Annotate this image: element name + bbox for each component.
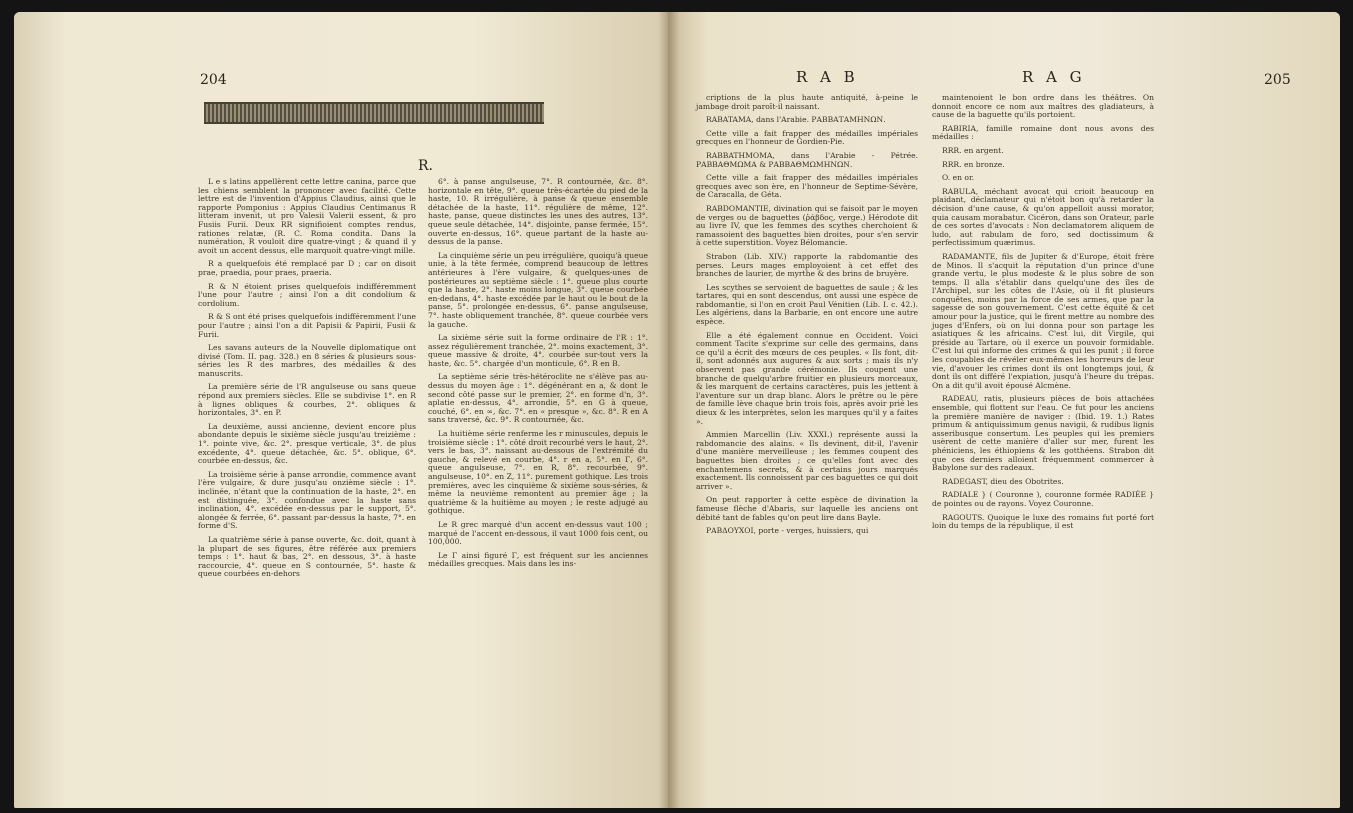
right-page-column-2 <box>932 94 1154 794</box>
paragraph: La troisième série à panse arrondie, commence avant l'ère vulgaire, & dure jusqu'au onzième siècle : 1°. inclinée, n'étant que la continuation de la haste, 2°. en est distinguée, 3°. confondue avec la haste sans inclination, 4°. excédée en-dessus par le support, 5°. alongée & ferrée, 6°. passant par-dessus la haste, 7°. en forme d'S. <box>198 469 416 531</box>
paragraph: R & S ont été prises quelquefois indifféremment l'une pour l'autre ; ainsi l'on a dit Papisii & Papirii, Fusii & Furii. <box>198 312 416 339</box>
paragraph: La sixième série suit la forme ordinaire de l'R : 1°. assez régulièrement tranchée, 2°. moins exactement, 3°. queue massive & droite, 4°. courbée sur-tout vers la haste, &c. 5°. chargée d'un monticule, 6°. R en B. <box>428 333 648 368</box>
paragraph: Cette ville a fait frapper des médailles impériales grecques avec son ère, en l'honneur de Septime-Sévère, de Caracalla, de Géta. <box>696 173 918 200</box>
paragraph: Le R grec marqué d'un accent en-dessus vaut 100 ; marqué de l'accent en-dessous, il vaut 1000 fois cent, ou 100,000. <box>428 519 648 547</box>
paragraph: RADEAU, ratis, plusieurs pièces de bois attachées ensemble, qui flottent sur l'eau. Ce fut pour les anciens la première manière de naviger : (Ibid. 19. 1.) Rates primum & antiquissimum genus navigii, & rudibus lignis asseribusque consertum. Les peuples qui les premiers usèrent de cette manière d'aller sur mer, furent les phéniciens, les éthiopiens & les gotthéens. Strabon dit que ces derniers alloient fréquemment commercer à Babylone sur des radeaux. <box>932 394 1154 473</box>
paragraph: Les savans auteurs de la Nouvelle diplomatique ont divisé (Tom. II. pag. 328.) en 8 séries & plusieurs sous-séries les R des marbres, des médailles & des manuscrits. <box>198 343 416 378</box>
paragraph: La huitième série renferme les r minuscules, depuis le troisième siècle : 1°. côté droit recourbé vers le haut, 2°. vers le bas, 3°. naissant au-dessous de l'extrémité du gauche, & relevé en courbe, 4°. r en a, 5°. en Γ, 6°. queue angulseuse, 7°. en R, 8°. recourbée, 9°. angulseuse, 10°. en Z, 11°. purement gothique. Les trois premières, avec les cinquième & sixième sous-séries, & même la neuvième remontent au premier âge ; la quatrième & la huitième au moyen ; le reste adjugé au gothique. <box>428 429 648 516</box>
paragraph: ΡΑΒΔΟΥΧΟΙ, porte - verges, huissiers, qui <box>706 526 869 536</box>
paragraph: 6°. à panse angulseuse, 7°. R contournée, &c. 8°. horizontale en tête, 9°. queue très-écartée du pied de la haste, 10. R irrégulière, à panse & queue ensemble détachée de la haste, 11°. régulière de même, 12°. haste, panse, queue distinctes les unes des autres, 13°. queue seule détachée, 14°. disjointe, panse fermée, 15°. ouverte en-dessus, 16°. queue partant de la haste au-dessus de la panse. <box>428 177 648 247</box>
paragraph: La quatrième série à panse ouverte, &c. doit, quant à la plupart de ses figures, être référée aux premiers temps : 1°. haut & bas, 2°. en dessous, 3°. à haste raccourcie, 4°. queue en S contournée, 5°. haste & queue courbées en-dehors <box>198 534 416 579</box>
right-page <box>668 12 1340 808</box>
paragraph: RADIALE } ( Couronne ), couronne formée RADIÉE } de pointes ou de rayons. Voyez Couronne. <box>932 490 1154 508</box>
paragraph: RABIRIA, famille romaine dont nous avons des médailles : <box>932 123 1154 142</box>
paragraph: RAGOUTS. Quoique le luxe des romains fut porté fort loin du temps de la république, il est <box>932 512 1154 531</box>
paragraph: RADAMANTE, fils de Jupiter & d'Europe, étoit frère de Minos. Il s'acquit la réputation d'un prince d'une grande vertu, le plus modeste & le plus sobre de son temps. Il alla s'établir dans quelqu'une des îles de l'Archipel, sur les côtes de l'Asie, où il fit plusieurs conquêtes, moins par la force de ses armes, que par la sagesse de son gouvernement. C'est cette équité & cet amour pour la justice, qui le firent mettre au nombre des juges d'Enfers, où on lui donna pour son partage les asiatiques & les africains. C'est lui, dit Virgile, qui préside au Tartare, où il exerce un pouvoir formidable. C'est lui qui informe des crimes & qui les punit ; il force les coupables de révéler eux-mêmes les horreurs de leur vie, d'avouer les crimes dont ils ont longtemps joui, & dont ils ont différé l'expiation, jusqu'à l'heure du trépas. On a dit qu'il avoit épousé Alcmène. <box>932 251 1154 390</box>
paragraph: RABBATHMOMA, dans l'Arabie - Pétrée. ΡΑΒΒΑΘΜΩΜΑ & ΡΑΒΒΑΘΜΩΜΗΝΩΝ. <box>696 150 918 169</box>
paragraph: RRR. en argent. <box>942 145 1004 155</box>
paragraph: R & N étoient prises quelquefois indifféremment l'une pour l'autre ; ainsi l'on a dit condolium & cordolium. <box>198 281 416 308</box>
paragraph: L e s latins appellèrent cette lettre canina, parce que les chiens semblent la prononcer avec facilité. Cette lettre est de l'invention d'Appius Claudius, ainsi que le rapporte Pomponius : Appius Claudius Centimanus R litteram invenit, ut pro Valesii Valerii essent, & pro Fusiis Furii. Deux RR signifioient comptes rendus, rationes relatæ, (R. C. Roma condita. Dans la numération, R vouloit dire quatre-vingt ; & quand il y avoit un accent dessus, elle marquoit quatre-vingt mille. <box>198 177 416 255</box>
paragraph: On peut rapporter à cette espèce de divination la fameuse flèche d'Abaris, sur laquelle les anciens ont débité tant de fables qu'on peut lire dans Bayle. <box>696 495 918 522</box>
paragraph: La deuxième, aussi ancienne, devient encore plus abondante depuis le sixième siècle jusqu'au treizième : 1°. pointe vive, &c. 2°. presque verticale, 3°. de plus excédente, 4°. queue détachée, &c. 5°. oblique, 6°. courbée en-dessus, &c. <box>198 421 416 466</box>
paragraph: Elle a été également connue en Occident. Voici comment Tacite s'exprime sur celle des germains, dans ce qu'il a écrit des mœurs de ces peuples. « Ils font, dit-il, sont adonnés aux augures & aux sorts ; mais ils n'y observent pas grande cérémonie. Ils coupent une branche de quelqu'arbre fruitier en plusieurs morceaux, & les marquent de certains caractères, puis les jettent à l'aventure sur un drap blanc. Alors le prêtre ou le père de famille lève chaque brin trois fois, après avoir prié les dieux & les interprètes, selon les marques qu'il y a faites ». <box>696 330 918 426</box>
paragraph: Le Γ ainsi figuré Γ, est fréquent sur les anciennes médailles grecques. Mais dans les ins- <box>428 550 648 569</box>
paragraph: Les scythes se servoient de baguettes de saule ; & les tartares, qui en sont descendus, ont aussi une espèce de rabdomantie, si l'on en croit Paul Vénitien (Lib. I. c. 42.). Les algériens, dans la Barbarie, en ont encore une autre espèce. <box>696 282 918 327</box>
paragraph: maintenoient le bon ordre dans les théâtres. On donnoit encore ce nom aux maîtres des gladiateurs, à cause de la baguette qu'ils portoient. <box>932 93 1154 120</box>
paragraph: RABDOMANTIE, divination qui se faisoit par le moyen de verges ou de baguettes (ῥάβδος, verge.) Hérodote dit au livre IV, que les femmes des scythes cherchoient & ramassoient des baguettes bien droites, pour s'en servir à cette superstition. Voyez Bélomancie. <box>696 203 918 248</box>
paragraph: La cinquième série un peu irrégulière, quoiqu'à queue unie, à la tête fermée, comprend beaucoup de lettres antérieures à l'ère vulgaire, & quelques-unes de postérieures au septième siècle : 1°. queue plus courte que la haste, 2°. haste moins longue, 3°. queue courbée en-dedans, 4°. haste excédée par le haut ou le bout de la panse, 5°. prolongée en-dessus, 6°. panse angulseuse, 7°. haste obliquement tranchée, 8°. queue courbée vers la gauche. <box>428 250 648 329</box>
paragraph: Strabon (Lib. XIV.) rapporte la rabdomantie des perses. Leurs mages employoient à cet effet des branches de laurier, de myrthe & des brins de bruyère. <box>696 251 918 279</box>
paragraph: Ammien Marcellin (Liv. XXXI.) représente aussi la rabdomancie des alains. « Ils devinent, dit-il, l'avenir d'une manière merveilleuse ; les femmes coupent des baguettes bien droites ; ce qu'elles font avec des enchantemens secrets, & à certains jours marqués exactement. Ils connoissent par ces baguettes ce qui doit arriver ». <box>696 430 918 491</box>
page-number-left: 204 <box>200 72 227 88</box>
book-gutter <box>658 12 680 808</box>
header-ornament <box>204 102 544 124</box>
left-page-column-2 <box>428 178 648 790</box>
paragraph: RADEGAST, dieu des Obotrites. <box>942 476 1064 486</box>
paragraph: RABULA, méchant avocat qui crioit beaucoup en plaidant, déclamateur qui n'étoit bon qu'à retarder la décision d'une cause, & qu'on appelloit aussi morator, quia causam morabatur. Cicéron, dans son Orateur, parle de ces sortes d'avocats : Non declamatorem aliquem de ludo, aut rabulam de foro, sed doctissimum & perfectissimum quærimus. <box>932 186 1154 248</box>
running-head-left: R A B <box>796 68 859 86</box>
paragraph: O. en or. <box>942 173 975 183</box>
paragraph: La première série de l'R angulseuse ou sans queue répond aux premiers siècles. Elle se subdivise 1°. en R à lignes obliques & courbes, 2°. obliques & horizontales, 3°. en P. <box>198 382 416 418</box>
right-page-column-1 <box>696 94 918 794</box>
open-book <box>14 12 1340 808</box>
paragraph: RABATAMA, dans l'Arabie. ΡΑΒΒΑΤΑΜΗΝΩΝ. <box>706 115 886 125</box>
section-letter: R. <box>418 158 433 174</box>
left-page <box>14 12 668 808</box>
paragraph: criptions de la plus haute antiquité, à-peine le jambage droit paroît-il naissant. <box>696 93 918 111</box>
left-page-column-1 <box>198 178 416 790</box>
paragraph: R a quelquefois été remplacé par D ; car on disoit prae, praedia, pour praes, praeria. <box>198 259 416 277</box>
paragraph: RRR. en bronze. <box>942 159 1005 169</box>
page-number-right: 205 <box>1264 72 1291 88</box>
running-head-right: R A G <box>1022 68 1086 86</box>
paragraph: La septième série très-hétéroclite ne s'élève pas au-dessus du moyen âge : 1°. dégénérant en a, & dont le second côté passe sur le premier, 2°. en forme d'n, 3°. aplatie en-dessus, 4°. arrondie, 5°. en G à queue, couché, 6°. en ∞, &c. 7°. en « presque », &c. 8°. R en A sans traversé, &c. 9°. R contournée, &c. <box>428 372 648 425</box>
paragraph: Cette ville a fait frapper des médailles impériales grecques en l'honneur de Gordien-Pie. <box>696 128 918 147</box>
